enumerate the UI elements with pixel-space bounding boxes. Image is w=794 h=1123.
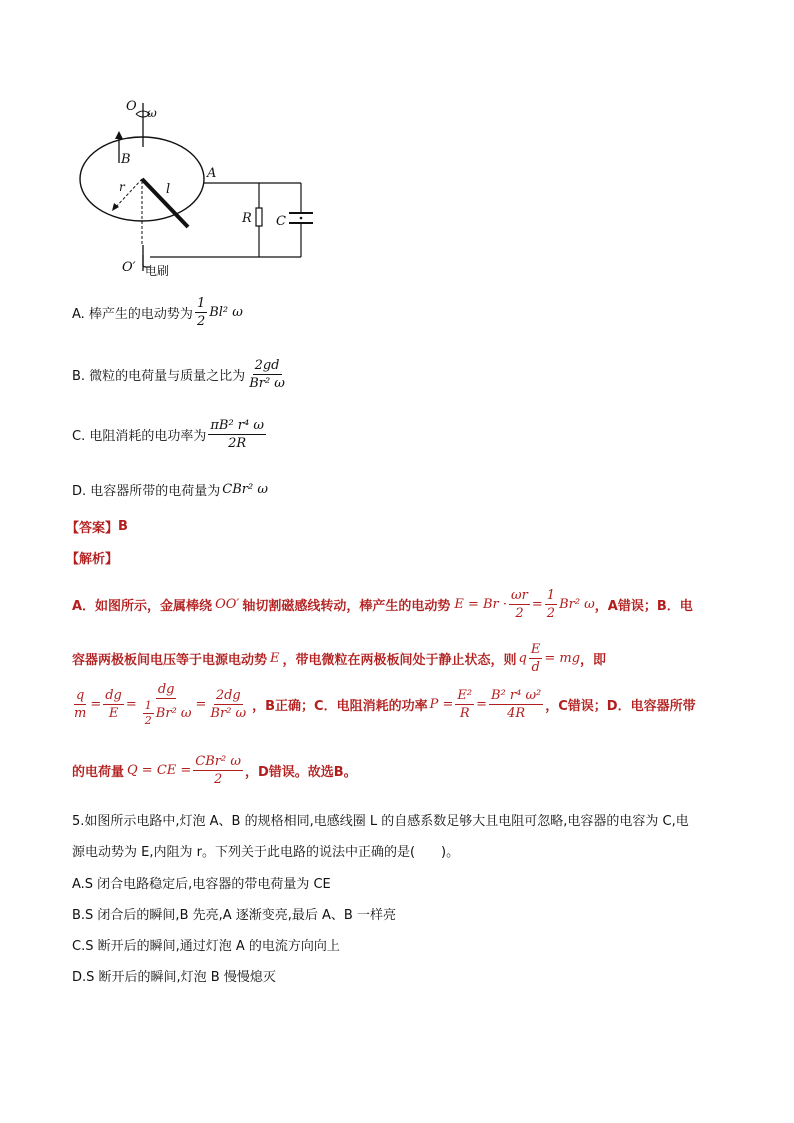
- analysis-label: 【解析】: [66, 552, 119, 567]
- analysis-l3-frac4: $\frac{2dg}{\text{Br² ω}}$: [210, 688, 247, 721]
- label-brush: 电刷: [145, 264, 170, 278]
- option-b: [72, 358, 289, 391]
- q5-option-b: B.S 闭合后的瞬间,B 先亮,A 逐渐变亮,最后 A、B 一样亮: [72, 908, 396, 923]
- option-a-fraction: $\frac{1}{2}$: [196, 296, 206, 329]
- label-C: C: [276, 214, 286, 229]
- analysis-l3-frac1: $\frac{q}{m}$: [74, 688, 87, 721]
- analysis-line-4: 的电荷量 Q = CE = $\frac{\text{CBr² ω}}{2}$ ，D错误。故选B。: [72, 754, 357, 787]
- option-b-fraction: $\frac{2gd}{\text{Br² ω}}$: [249, 358, 285, 391]
- label-l: l: [166, 182, 171, 197]
- analysis-line-1: A．如图所示，金属棒绕 OO′ 轴切割磁感线转动，棒产生的电动势 E = Br · $\frac{\omega r}{2}$ = $\frac{1}{2}$ Br² ω ，A错误；B．电: [72, 588, 693, 621]
- option-d-tail: CBr² ω: [222, 482, 268, 497]
- circuit-figure: [70, 95, 340, 285]
- q5-option-c: C.S 断开后的瞬间,通过灯泡 A 的电流方向向上: [72, 939, 340, 954]
- analysis-l1-frac2: $\frac{1}{2}$: [546, 588, 556, 621]
- analysis-l3-frac5: $\frac{\text{E²}}{R}$: [457, 688, 473, 721]
- label-B: B: [121, 152, 131, 167]
- option-b-prefix: B. 微粒的电荷量与质量之比为: [72, 369, 246, 384]
- analysis-l3-frac3-inner: $\frac{1}{2}$: [144, 699, 152, 727]
- option-a: [72, 296, 243, 329]
- q5-stem-line-1: 5.如图所示电路中,灯泡 A、B 的规格相同,电感线圈 L 的自感系数足够大且电阻可忽略,电容器的电容为 C,电: [72, 814, 689, 829]
- option-c-prefix: C. 电阻消耗的电功率为: [72, 429, 207, 444]
- analysis-l3-frac2: $\frac{dg}{E}$: [105, 688, 122, 721]
- analysis-l3-frac3: dg $\frac{1}{2}$ Br² ω: [144, 682, 192, 727]
- analysis-line-3: $\frac{q}{m}$ = $\frac{dg}{E}$ = dg $\frac{1}{2}$ Br² ω = $\frac{2dg}{\text{Br² ω}}$ ，B正确；C．电阻消耗的功率 P = $\frac{\text{E²}}{R}$ = $\frac{\text{B² r⁴ ω²}}{4R}$ ，C错误；D．电容器所带: [74, 682, 696, 727]
- label-O-prime: O′: [122, 260, 136, 275]
- q5-option-a: A.S 闭合电路稳定后,电容器的带电荷量为 CE: [72, 877, 331, 892]
- q5-option-d: D.S 断开后的瞬间,灯泡 B 慢慢熄灭: [72, 970, 276, 985]
- analysis-line-2: 容器两极板间电压等于电源电动势 E ，带电微粒在两极板间处于静止状态，则 q $\frac{E}{d}$ = mg ，即: [72, 642, 607, 675]
- answer-value: B: [118, 519, 128, 534]
- answer-line: [66, 517, 128, 536]
- option-a-prefix: A. 棒产生的电动势为: [72, 307, 193, 322]
- analysis-l1-frac1: $\frac{\omega r}{2}$: [511, 588, 528, 621]
- label-r: r: [119, 180, 125, 194]
- label-R: R: [242, 211, 252, 226]
- label-omega: ω: [147, 106, 157, 120]
- q5-stem-line-2: 源电动势为 E,内阻为 r。下列关于此电路的说法中正确的是( )。: [72, 845, 460, 860]
- option-d-prefix: D. 电容器所带的电荷量为: [72, 484, 221, 499]
- option-c: [72, 418, 268, 451]
- label-O: O: [126, 99, 137, 114]
- option-a-tail: Bl² ω: [209, 305, 243, 320]
- option-c-fraction: $\frac{\text{πB² r⁴ ω}}{2R}$: [210, 418, 264, 451]
- answer-label: 【答案】: [66, 521, 119, 536]
- analysis-l4-frac: $\frac{\text{CBr² ω}}{2}$: [195, 754, 241, 787]
- option-d: [72, 480, 268, 499]
- analysis-l3-frac6: $\frac{\text{B² r⁴ ω²}}{4R}$: [490, 688, 542, 721]
- label-A: A: [207, 166, 217, 181]
- analysis-l2-frac: $\frac{E}{d}$: [530, 642, 541, 675]
